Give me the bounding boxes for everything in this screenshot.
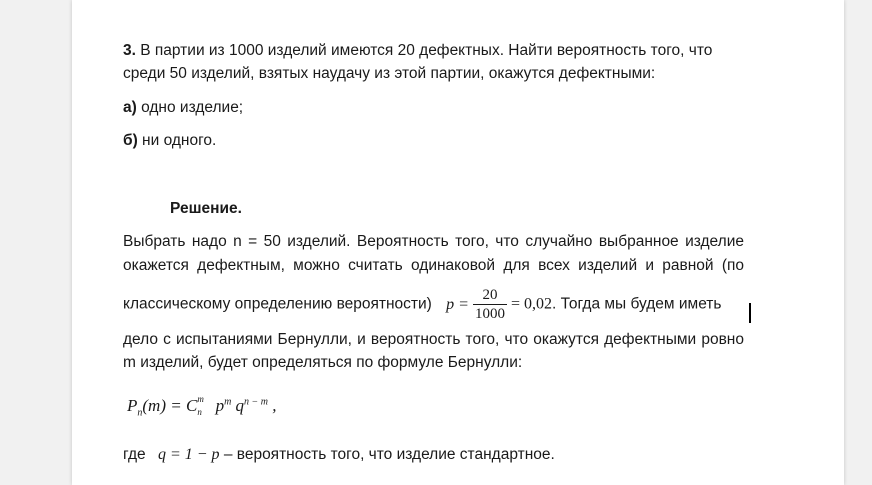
- bernoulli-C-sub: n: [197, 407, 202, 417]
- bernoulli-formula: [127, 396, 277, 418]
- problem-line-2: среди 50 изделий, взятых наудачу из этой партии, окажутся дефектными:: [123, 65, 656, 82]
- solution-heading: Решение.: [170, 200, 242, 217]
- where-text: – вероятность того, что изделие стандартное.: [219, 446, 555, 463]
- bernoulli-arg: (m) = C: [142, 396, 198, 415]
- formula-p-fraction: [473, 286, 507, 323]
- bernoulli-tail: ,: [268, 396, 277, 415]
- solution-line-5: m изделий, будет определяться по формуле Бернулли:: [123, 354, 523, 371]
- part-a-label: а): [123, 99, 137, 116]
- part-b: [123, 132, 216, 150]
- bernoulli-P-sub: n: [137, 407, 143, 419]
- document-page: [72, 0, 844, 485]
- part-b-label: б): [123, 132, 138, 149]
- part-a-text: одно изделие;: [136, 99, 244, 116]
- problem-line-1: [123, 42, 712, 60]
- formula-p-lhs: p =: [446, 295, 469, 313]
- problem-text-1: В партии из 1000 изделий имеются 20 дефектных. Найти вероятность того, что: [135, 42, 713, 59]
- solution-line-3: [123, 286, 722, 323]
- problem-number: 3.: [123, 42, 136, 59]
- part-b-text: ни одного.: [137, 132, 217, 149]
- text-cursor: [749, 303, 751, 323]
- bernoulli-p: p: [211, 396, 225, 415]
- solution-line-1: Выбрать надо n = 50 изделий. Вероятность того, что случайно выбранное изделие: [123, 233, 744, 250]
- bernoulli-q: q: [231, 396, 245, 415]
- bernoulli-C-scripts: [197, 396, 211, 416]
- where-line: [123, 446, 555, 464]
- solution-line-2: окажется дефектным, можно считать одинаковой для всех изделий и равной (по: [123, 257, 744, 274]
- formula-p-rhs: = 0,02: [510, 295, 552, 313]
- bernoulli-p-sup: m: [224, 396, 232, 408]
- where-formula: q = 1 − p: [157, 446, 220, 463]
- part-a: [123, 99, 243, 117]
- line3-after: . Тогда мы будем иметь: [551, 295, 722, 313]
- solution-line-4: дело с испытаниями Бернулли, и вероятность того, что окажутся дефектными ровно: [123, 331, 744, 348]
- line3-before: классическому определению вероятности): [123, 295, 432, 313]
- bernoulli-P: P: [127, 396, 138, 415]
- formula-p-numerator: 20: [473, 286, 507, 305]
- formula-p-denominator: 1000: [474, 306, 505, 322]
- bernoulli-C-sup: m: [197, 394, 204, 404]
- where-prefix: где: [123, 446, 146, 463]
- bernoulli-q-sup: n − m: [244, 396, 269, 408]
